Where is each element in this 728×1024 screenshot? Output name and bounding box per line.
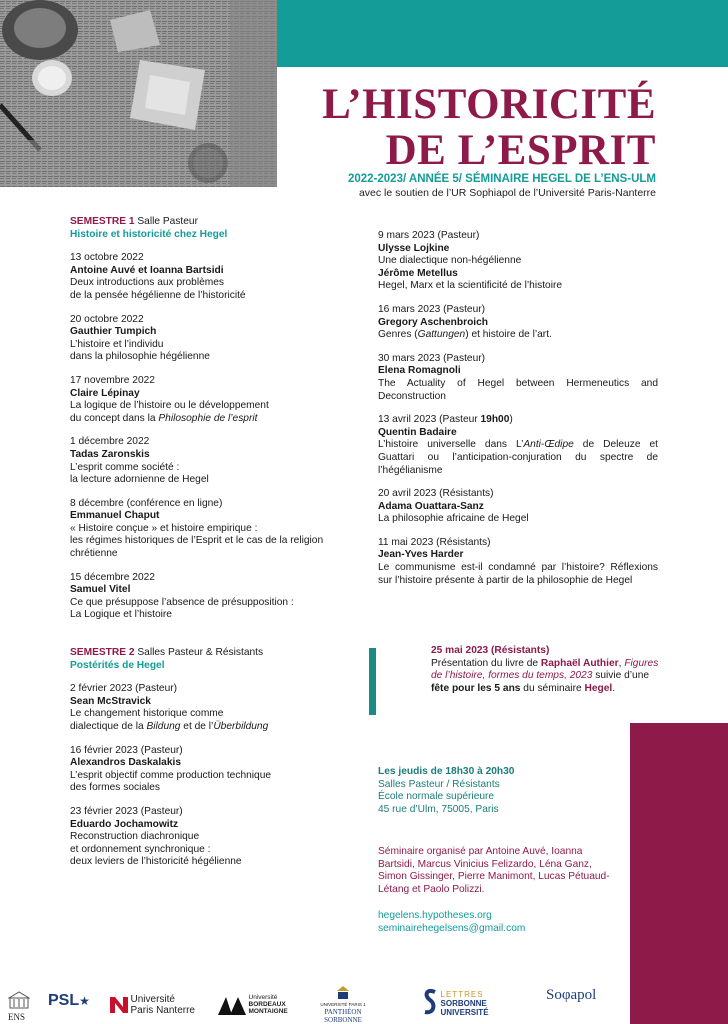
sophiapol-logo	[546, 987, 597, 1003]
organizers-text: Séminaire organisé par Antoine Auvé, Ioanna Bartsidi, Marcus Vinicius Felizardo, Léna Ganz, Simon Gissinger, Pierre Manimont, Lucas Pétuaud-Létang et Paolo Polizzi.	[378, 846, 610, 895]
partner-logos	[0, 984, 630, 1024]
session-date: 1 décembre 2022	[70, 436, 150, 448]
bordeaux-logo-line-2: BORDEAUX	[248, 1001, 286, 1008]
semester-2-theme: Postérités de Hegel	[70, 659, 165, 671]
featured-book-title: Figures de l’histoire, formes du temps	[431, 657, 659, 682]
session-title-text: de Deleuze et Guattari ou l’anticipation-conjuration du spectre de l’hégélianisme	[378, 439, 658, 476]
pantheon-icon	[337, 986, 349, 1000]
session-time: 19h00	[480, 414, 510, 426]
session-title	[378, 329, 658, 342]
maroon-decorative-block	[630, 723, 728, 1024]
psl-logo	[48, 992, 90, 1009]
semester-2-label: SEMESTRE 2	[70, 647, 135, 659]
session-entry	[70, 683, 360, 733]
sorbonne-universite-logo	[422, 988, 489, 1018]
session-speaker: Ulysse Lojkine	[378, 242, 450, 254]
semester-1-heading	[70, 216, 360, 229]
session-title	[378, 439, 658, 477]
session-title: Une dialectique non-hégélienne	[378, 255, 522, 267]
session-title-italic: Anti-Œdipe	[523, 439, 574, 451]
session-title-text: Genres (	[378, 329, 418, 341]
session-date-text: )	[509, 414, 513, 426]
bordeaux-montaigne-logo	[218, 994, 288, 1015]
session-title-text: Le changement historique comme dialectique de la	[70, 708, 224, 732]
still-life-image	[0, 0, 277, 187]
session-speaker: Adama Ouattara-Sanz	[378, 500, 484, 512]
right-column	[378, 230, 658, 587]
featured-text: , 2023	[564, 670, 593, 682]
session-speaker: Quentin Badaire	[378, 426, 457, 438]
session-title: Deux introductions aux problèmes de la pensée hégélienne de l’historicité	[70, 277, 246, 301]
session-title: L’histoire et l’individu dans la philosophie hégélienne	[70, 338, 210, 363]
session-title-italic: Philosophie de l’esprit	[158, 412, 258, 424]
session-entry	[70, 252, 360, 302]
page-title	[322, 82, 656, 174]
session-date: 2 février 2023 (Pasteur)	[70, 683, 178, 695]
session-date: 16 février 2023 (Pasteur)	[70, 744, 183, 756]
nanterre-logo-line-2: Paris Nanterre	[130, 1005, 195, 1016]
session-title	[70, 400, 360, 425]
psl-star-icon: ★	[79, 994, 90, 1008]
email-link[interactable]: seminairehegelsens@gmail.com	[378, 922, 526, 934]
session-title: Le communisme est-il condamné par l’histoire? Réflexions sur l’histoire présente à partir de la philosophie de Hegel	[378, 562, 658, 586]
nanterre-logo-line-1: Université	[130, 994, 175, 1005]
session-entry	[378, 230, 658, 293]
session-title-italic: Überbildung	[213, 721, 269, 732]
pantheon-sorbonne-logo	[305, 986, 381, 1024]
teal-header-band	[277, 0, 728, 67]
featured-author: Raphaël Authier	[540, 657, 619, 669]
schedule-time: Les jeudis de 18h30 à 20h30	[378, 766, 515, 777]
session-speaker: Emmanuel Chaput	[70, 510, 160, 522]
featured-party: fête pour les 5 ans	[431, 682, 521, 694]
session-date: 11 mai 2023 (Résistants)	[378, 536, 491, 548]
title-line-2: DE L’ESPRIT	[385, 127, 656, 174]
session-date	[378, 414, 658, 427]
session-speaker: Tadas Zaronskis	[70, 448, 150, 460]
session-speaker: Elena Romagnoli	[378, 365, 461, 377]
session-speaker: Gauthier Tumpich	[70, 326, 157, 338]
semester-2-heading	[70, 647, 360, 660]
sophiapol-logo-text: Soφapol	[546, 987, 597, 1003]
sorbonne-logo-line-2: SORBONNE	[440, 998, 487, 1008]
address: 45 rue d’Ulm, 75005, Paris	[378, 803, 499, 815]
featured-text: .	[612, 682, 616, 694]
session-title: La philosophie africaine de Hegel	[378, 513, 529, 525]
session-title: Reconstruction diachronique et ordonnement synchronique : deux leviers de l’historicité hégélienne	[70, 831, 242, 868]
featured-text: Présentation du livre de	[431, 657, 541, 669]
contact-links	[378, 910, 525, 935]
session-date: 20 avril 2023 (Résistants)	[378, 488, 494, 500]
session-title-text: et de l’	[180, 721, 214, 732]
pantheon-logo-line-2: PANTHÉON SORBONNE	[324, 1008, 362, 1024]
session-date: 13 octobre 2022	[70, 252, 144, 264]
session-speaker: Alexandros Daskalakis	[70, 757, 181, 769]
rooms: Salles Pasteur / Résistants	[378, 778, 500, 790]
nanterre-n-icon	[110, 995, 128, 1015]
featured-event-description	[431, 658, 661, 696]
header-photo	[0, 0, 277, 187]
session-title: Ce que présuppose l’absence de présupposition : La Logique et l’histoire	[70, 596, 294, 621]
session-entry	[70, 498, 360, 561]
semester-2-room: Salles Pasteur & Résistants	[134, 647, 264, 659]
ens-logo-text: ENS	[8, 1012, 26, 1022]
session-title-italic: Bildung	[146, 721, 181, 732]
session-title	[70, 708, 360, 733]
session-entry	[70, 436, 360, 486]
session-title: L’esprit objectif comme production technique des formes sociales	[70, 769, 272, 794]
ens-logo	[8, 990, 30, 1022]
session-entry	[378, 537, 658, 587]
session-speaker: Sean McStravick	[70, 695, 151, 707]
session-entry	[70, 806, 360, 869]
session-date: 16 mars 2023 (Pasteur)	[378, 303, 486, 315]
session-title-text: ) et histoire de l’art.	[465, 329, 552, 341]
session-title-text: L’histoire universelle dans L’	[378, 439, 524, 451]
seminar-subtitle: 2022-2023/ ANNÉE 5/ SÉMINAIRE HEGEL DE L’ENS-ULM	[347, 173, 656, 185]
session-date: 17 novembre 2022	[70, 374, 155, 386]
session-title: L’esprit comme société : la lecture adornienne de Hegel	[70, 461, 209, 486]
bordeaux-mark-icon	[218, 995, 246, 1015]
session-speaker: Eduardo Jochamowitz	[70, 818, 179, 830]
session-entry	[378, 353, 658, 403]
session-entry	[70, 375, 360, 425]
ens-emblem-icon	[8, 990, 30, 1010]
session-entry	[70, 572, 360, 622]
session-speaker: Jérôme Metellus	[378, 267, 458, 279]
semester-1-theme: Histoire et historicité chez Hegel	[70, 228, 228, 240]
support-line: avec le soutien de l’UR Sophiapol de l’Université Paris-Nanterre	[358, 187, 656, 199]
psl-logo-text: PSL	[48, 992, 80, 1009]
session-entry	[378, 488, 658, 526]
semester-1-room: Salle Pasteur	[134, 216, 198, 227]
session-date-text: 13 avril 2023 (Pasteur	[378, 414, 481, 426]
left-column	[70, 216, 360, 869]
session-date: 20 octobre 2022	[70, 313, 144, 325]
session-entry	[378, 414, 658, 477]
session-date: 15 décembre 2022	[70, 571, 155, 583]
session-date: 23 février 2023 (Pasteur)	[70, 805, 183, 817]
bordeaux-logo-line-3: MONTAIGNE	[248, 1008, 288, 1015]
session-date: 9 mars 2023 (Pasteur)	[378, 230, 480, 241]
session-speaker: Samuel Vitel	[70, 584, 131, 596]
session-date: 30 mars 2023 (Pasteur)	[378, 352, 486, 364]
featured-text: suivie d’une	[595, 670, 650, 682]
sorbonne-logo-line-1: LETTRES	[440, 989, 484, 999]
session-title: Hegel, Marx et la scientificité de l’histoire	[378, 280, 563, 292]
featured-text: Hegel	[584, 682, 613, 694]
session-title: The Actuality of Hegel between Hermeneutics and Deconstruction	[378, 377, 658, 402]
blog-link[interactable]: hegelens.hypotheses.org	[378, 910, 492, 921]
featured-text: ,	[618, 657, 622, 669]
title-line-1: L’HISTORICITÉ	[322, 81, 656, 128]
session-entry	[70, 314, 360, 364]
session-date: 8 décembre (conférence en ligne)	[70, 497, 223, 509]
featured-text: du séminaire	[520, 682, 582, 694]
school-name: École normale supérieure	[378, 791, 495, 803]
feature-accent-bar	[369, 648, 376, 715]
sorbonne-logo-line-3: UNIVERSITÉ	[440, 1007, 489, 1017]
session-entry	[378, 304, 658, 342]
pantheon-logo-line-1: UNIVERSITÉ PARIS 1	[320, 1002, 366, 1007]
featured-event	[431, 645, 661, 695]
session-speaker: Antoine Auvé et Ioanna Bartsidi	[70, 264, 224, 276]
session-title: « Histoire conçue » et histoire empirique : les régimes historiques de l’Esprit et le cas de la religion chrétienne	[70, 522, 324, 560]
practical-info	[378, 766, 514, 816]
featured-event-date: 25 mai 2023 (Résistants)	[431, 645, 550, 656]
session-entry	[70, 745, 360, 795]
session-title-text: La logique de l’histoire ou le développement du concept dans la	[70, 400, 269, 424]
session-speaker: Gregory Aschenbroich	[378, 316, 489, 328]
semester-1-label: SEMESTRE 1	[70, 216, 135, 227]
session-speaker: Claire Lépinay	[70, 387, 140, 399]
bordeaux-logo-line-1: Université	[248, 994, 278, 1001]
session-speaker: Jean-Yves Harder	[378, 549, 464, 561]
nanterre-logo	[110, 994, 195, 1016]
session-title-italic: Gattungen	[417, 329, 466, 341]
sorbonne-s-icon	[422, 988, 438, 1018]
